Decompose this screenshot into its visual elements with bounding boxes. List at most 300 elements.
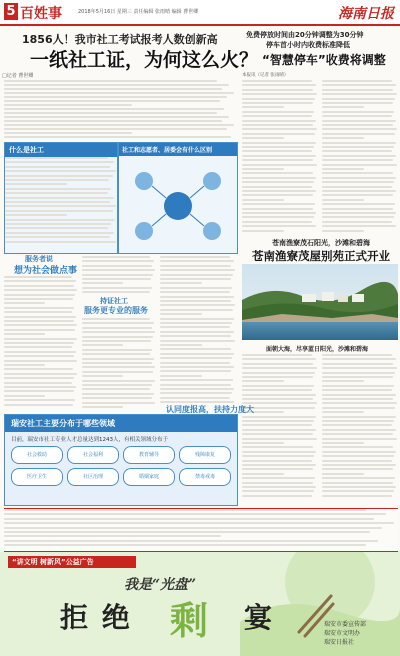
text-line (242, 124, 313, 126)
text-line (242, 98, 315, 100)
text-line (4, 333, 45, 335)
text-line (160, 375, 202, 377)
text-line (242, 216, 314, 218)
text-line (160, 384, 231, 386)
middle-text-a (242, 354, 318, 504)
text-line (322, 177, 396, 179)
text-line (242, 495, 312, 497)
text-line (242, 120, 316, 122)
parking-text-a (242, 80, 318, 238)
text-line (242, 172, 313, 174)
text-line (4, 324, 77, 326)
lead-text (4, 80, 236, 140)
text-line (160, 309, 233, 311)
text-line (160, 278, 231, 280)
text-line (242, 473, 284, 475)
text-line (322, 416, 396, 418)
resort-photo-image (242, 264, 398, 340)
text-line (322, 398, 393, 400)
text-line (242, 429, 316, 431)
text-line (4, 342, 74, 344)
text-line (5, 161, 114, 163)
infobox-text (5, 157, 117, 247)
text-line (160, 282, 202, 284)
text-line (160, 322, 232, 324)
text-line (322, 115, 392, 117)
text-line (242, 190, 316, 192)
text-line (82, 344, 123, 346)
text-line (322, 168, 364, 170)
text-line (4, 386, 76, 388)
text-line (242, 380, 284, 382)
text-line (322, 420, 394, 422)
text-line (4, 527, 382, 529)
text-line (322, 164, 397, 166)
comparison-chart (119, 156, 237, 250)
text-line (322, 203, 395, 205)
text-line (322, 446, 393, 448)
text-line (242, 385, 314, 387)
text-line (242, 376, 313, 378)
text-line (242, 137, 284, 139)
text-line (4, 535, 221, 537)
middle-text-b (322, 354, 398, 504)
text-line (322, 190, 396, 192)
text-line (242, 106, 284, 108)
text-line (4, 124, 234, 126)
text-line (5, 183, 67, 185)
text-line (242, 446, 313, 448)
text-line (160, 335, 231, 337)
text-line (242, 102, 313, 104)
text-line (5, 157, 108, 159)
text-line (4, 509, 366, 511)
text-line (5, 223, 111, 225)
photo-headline: 苍南渔寮茂石阳光，沙滩和碧海 (272, 239, 370, 247)
text-line (322, 208, 393, 210)
text-line (160, 401, 234, 403)
text-line (322, 128, 397, 130)
text-line (5, 166, 110, 168)
text-line (322, 354, 392, 356)
text-line (242, 372, 315, 374)
text-line (160, 362, 230, 364)
text-line (4, 311, 72, 313)
text-line (160, 326, 230, 328)
text-line (5, 232, 114, 234)
text-line (5, 201, 110, 203)
text-line (242, 416, 316, 418)
text-line (322, 389, 392, 391)
area-tag: 禁毒戒毒 (179, 468, 231, 486)
text-line (4, 338, 77, 340)
text-line (4, 399, 75, 401)
text-line (242, 203, 315, 205)
text-line (322, 216, 394, 218)
text-line (242, 468, 313, 470)
text-line (322, 473, 364, 475)
text-line (4, 80, 217, 82)
text-line (242, 433, 313, 435)
diagram-title: 社工和志愿者、居委会有什么区别 (119, 143, 237, 156)
text-line (4, 518, 374, 520)
text-line (322, 380, 364, 382)
text-line (4, 276, 72, 278)
text-line (4, 395, 45, 397)
text-line (160, 265, 231, 267)
middle-headline: 认同度报高，扶持力度大 (166, 405, 254, 414)
text-line (322, 451, 396, 453)
text-line (242, 225, 316, 227)
area-tag: 教育辅导 (123, 446, 175, 464)
lead-kicker: 1856人！我市社工考试报考人数创新高 (22, 33, 218, 46)
text-line (322, 106, 364, 108)
text-line (322, 150, 392, 152)
text-line (4, 285, 74, 287)
text-line (160, 291, 230, 293)
text-line (322, 84, 396, 86)
text-line (5, 210, 113, 212)
text-line (5, 227, 108, 229)
text-line (322, 363, 393, 365)
text-line (160, 304, 235, 306)
text-line (82, 340, 151, 342)
text-line (322, 433, 393, 435)
text-line (4, 108, 224, 110)
column-a-text (4, 276, 78, 412)
text-line (242, 442, 284, 444)
text-line (82, 384, 152, 386)
text-line (160, 388, 234, 390)
text-line (242, 486, 316, 488)
text-line (242, 420, 314, 422)
text-line (242, 111, 314, 113)
text-line (4, 84, 229, 86)
panel-sub: 目前，瑞安市社工专业人才总量达到1243人，有相关领域分布于 (11, 437, 168, 443)
text-line (82, 366, 155, 368)
page-number: 5 (4, 3, 18, 20)
ad-banquet: 宴 (244, 601, 273, 634)
text-line (242, 80, 312, 82)
text-line (242, 354, 312, 356)
text-line (160, 340, 235, 342)
section-title: 百姓事 (20, 6, 62, 22)
text-line (4, 355, 74, 357)
text-line (322, 225, 396, 227)
text-line (4, 92, 234, 94)
text-line (322, 194, 393, 196)
text-line (4, 346, 72, 348)
text-line (322, 172, 393, 174)
text-line (242, 150, 312, 152)
text-line (242, 155, 316, 157)
text-line (4, 128, 227, 130)
text-line (160, 353, 234, 355)
text-line (82, 265, 152, 267)
text-line (242, 128, 317, 130)
text-line (322, 394, 396, 396)
text-line (4, 289, 77, 291)
text-line (5, 219, 115, 221)
text-line (82, 371, 153, 373)
text-line (242, 438, 317, 440)
text-line (4, 316, 76, 318)
text-line (242, 394, 316, 396)
page-header (0, 0, 400, 26)
text-line (322, 230, 364, 232)
text-line (242, 221, 312, 223)
text-line (322, 411, 364, 413)
text-line (5, 188, 111, 190)
text-line (322, 367, 397, 369)
text-line (322, 80, 392, 82)
text-line (322, 199, 364, 201)
text-line (322, 464, 396, 466)
text-line (82, 322, 154, 324)
text-line (322, 133, 395, 135)
parking-headline: “智慧停车”收费将调整 (262, 53, 386, 67)
text-line (4, 302, 45, 304)
text-line (5, 170, 116, 172)
text-line (82, 278, 151, 280)
text-line (82, 260, 154, 262)
text-line (322, 424, 392, 426)
text-line (242, 194, 313, 196)
text-line (82, 380, 155, 382)
text-line (4, 522, 394, 524)
text-line (322, 402, 397, 404)
text-line (242, 177, 316, 179)
text-line (5, 241, 116, 243)
text-line (322, 442, 364, 444)
lead-headline: 一纸社工证，为何这么火？ (30, 49, 259, 71)
text-line (322, 155, 396, 157)
comparison-diagram (118, 142, 238, 254)
parking-headline-a: 免费停放时间由20分钟调整为30分钟 (246, 31, 364, 39)
text-line (82, 318, 150, 320)
newspaper-logo: 海南日报 (338, 6, 394, 22)
area-tag: 残障康复 (179, 446, 231, 464)
text-line (242, 84, 316, 86)
text-line (242, 208, 313, 210)
text-line (160, 313, 202, 315)
text-line (82, 287, 152, 289)
text-line (322, 477, 395, 479)
text-line (4, 116, 229, 118)
text-line (242, 389, 312, 391)
node-volunteer (135, 172, 153, 190)
text-line (4, 360, 77, 362)
node-committee (203, 172, 221, 190)
text-line (322, 111, 394, 113)
text-line (82, 402, 155, 404)
text-line (322, 137, 364, 139)
text-line (4, 294, 75, 296)
text-line (4, 280, 76, 282)
text-line (242, 490, 314, 492)
text-line (160, 260, 234, 262)
text-line (82, 327, 152, 329)
text-line (322, 460, 392, 462)
text-line (322, 181, 394, 183)
text-line (4, 544, 366, 546)
sponsor-2: 瑞安市文明办 (324, 630, 361, 637)
text-line (160, 379, 233, 381)
text-line (242, 142, 316, 144)
text-line (322, 120, 396, 122)
node-service (203, 222, 221, 240)
text-line (4, 307, 74, 309)
text-line (322, 93, 397, 95)
text-line (242, 133, 315, 135)
text-line (4, 404, 73, 406)
center-circle (164, 192, 192, 220)
text-line (5, 179, 109, 181)
text-line (242, 186, 312, 188)
text-line (82, 291, 150, 293)
distribution-panel (4, 414, 238, 506)
text-line (322, 468, 393, 470)
parking-byline: 本报讯（记者 张雨晴） (242, 73, 289, 78)
text-line (242, 482, 313, 484)
sponsor-3: 瑞安日报社 (324, 639, 355, 646)
text-line (322, 407, 395, 409)
text-line (242, 230, 284, 232)
text-line (4, 377, 74, 379)
text-line (242, 398, 313, 400)
text-line (4, 364, 45, 366)
text-line (4, 136, 231, 138)
text-line (322, 358, 396, 360)
text-line (160, 318, 234, 320)
text-line (82, 358, 154, 360)
text-line (160, 274, 233, 276)
text-line (242, 424, 312, 426)
text-line (322, 146, 394, 148)
subhead1-label: 服务者说 (25, 255, 53, 263)
column-b-text (82, 318, 156, 412)
text-line (82, 269, 155, 271)
text-line (5, 192, 108, 194)
text-line (82, 362, 152, 364)
text-line (160, 300, 231, 302)
text-line (160, 296, 234, 298)
text-line (322, 89, 393, 91)
text-line (82, 388, 150, 390)
text-line (322, 372, 395, 374)
text-line (82, 375, 123, 377)
text-line (242, 168, 284, 170)
text-line (160, 256, 230, 258)
public-service-ad (0, 552, 400, 656)
text-line (4, 540, 378, 542)
ad-line1: 我是“光盘” (124, 577, 197, 593)
text-line (242, 93, 317, 95)
text-line (4, 368, 73, 370)
text-line (322, 455, 394, 457)
infobox-title: 什么是社工 (5, 143, 117, 157)
text-line (4, 329, 75, 331)
text-line (242, 460, 312, 462)
text-line (242, 181, 314, 183)
text-line (82, 353, 150, 355)
text-line (160, 331, 234, 333)
text-line (242, 455, 314, 457)
text-line (322, 385, 394, 387)
text-line (160, 392, 232, 394)
text-line (242, 464, 316, 466)
text-line (82, 331, 155, 333)
text-line (322, 482, 393, 484)
parking-headline-b: 停车首小时内收费标准降低 (266, 41, 350, 49)
text-line (322, 102, 393, 104)
text-line (322, 429, 396, 431)
text-line (322, 438, 397, 440)
text-line (4, 132, 132, 134)
text-line (242, 199, 284, 201)
text-line (82, 349, 152, 351)
text-line (4, 351, 76, 353)
text-line (322, 490, 394, 492)
ad-sponsors (324, 620, 394, 647)
text-line (242, 363, 313, 365)
subhead1: 想为社会做点事 (14, 266, 78, 276)
text-line (322, 495, 392, 497)
text-line (4, 96, 227, 98)
text-line (4, 382, 72, 384)
text-line (4, 120, 222, 122)
area-tag: 社会福利 (67, 446, 119, 464)
area-tag: 社会救助 (11, 446, 63, 464)
notices-strip (4, 508, 398, 552)
text-line (322, 159, 393, 161)
text-line (322, 486, 396, 488)
text-line (4, 320, 74, 322)
lead-byline: □记者 曹世卿 (2, 73, 34, 79)
issue-meta: 2018年5月16日 星期三 责任编辑 张雨晴 编辑 曹世卿 (78, 9, 199, 15)
area-tag: 婚姻家庭 (123, 468, 175, 486)
text-line (242, 146, 314, 148)
text-line (4, 298, 73, 300)
text-line (322, 212, 396, 214)
ad-refuse: 拒 绝 (60, 601, 132, 634)
text-line (4, 104, 132, 106)
text-line (322, 142, 396, 144)
text-line (82, 274, 153, 276)
node-community (135, 222, 153, 240)
subhead2: 服务更专业的服务 (84, 306, 148, 315)
resort-photo (242, 264, 398, 340)
text-line (242, 477, 315, 479)
text-line (82, 393, 154, 395)
text-line (82, 282, 123, 284)
text-line (5, 236, 110, 238)
middle-kicker: 面朝大海，尽享蓝日阳光，沙滩和碧海 (266, 346, 369, 353)
text-line (160, 397, 230, 399)
text-line (82, 397, 152, 399)
text-line (242, 159, 313, 161)
sponsor-1: 瑞安市委宣传部 (324, 621, 367, 628)
parking-text-b (322, 80, 398, 238)
text-line (242, 115, 312, 117)
panel-title: 瑞安社工主要分布于哪些领域 (5, 415, 237, 432)
photo-title: 苍南渔寮茂屋别苑正式开业 (252, 249, 390, 263)
text-line (4, 100, 220, 102)
text-line (82, 256, 150, 258)
text-line (242, 89, 313, 91)
subhead2-label: 持证社工 (100, 297, 128, 305)
text-line (242, 358, 316, 360)
